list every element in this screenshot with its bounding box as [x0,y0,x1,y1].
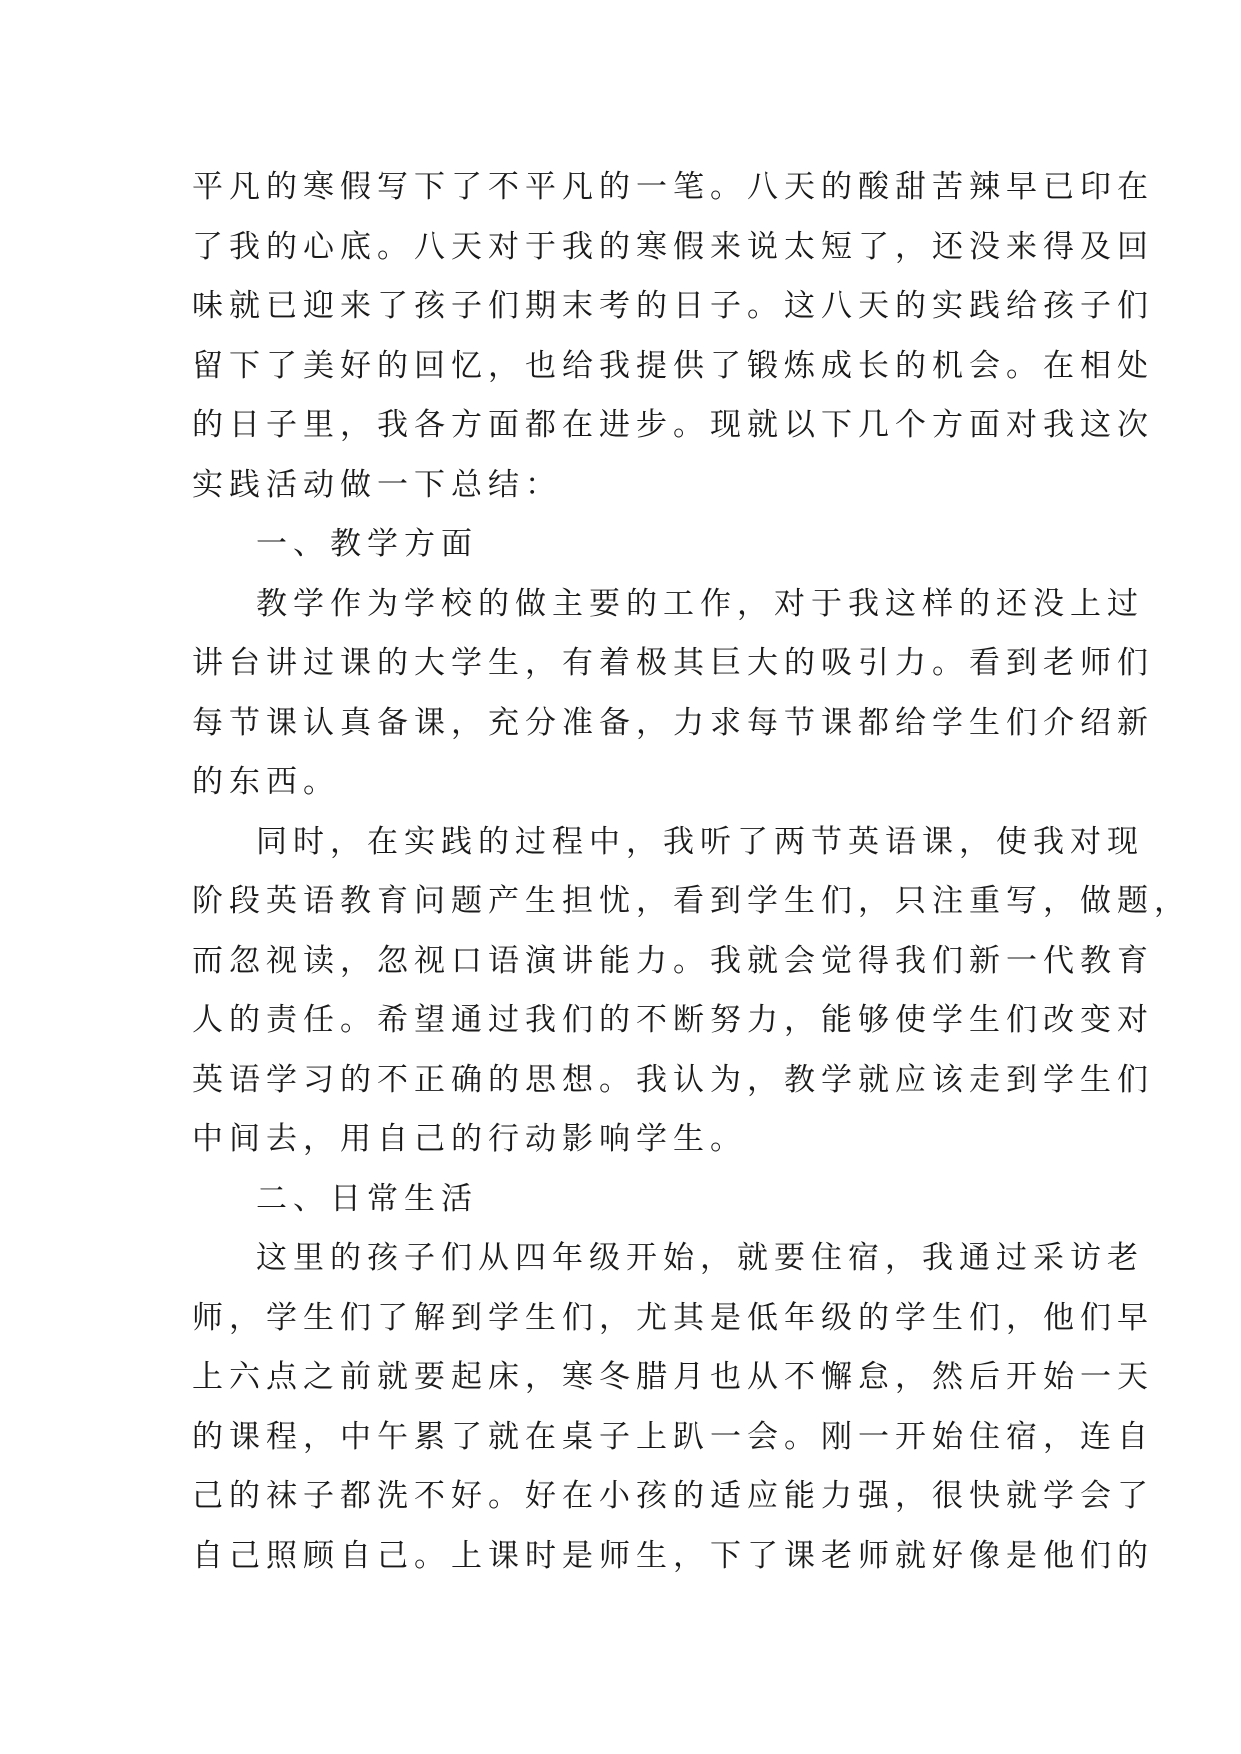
text-line: 英语学习的不正确的思想。我认为，教学就应该走到学生们 [192,1061,1154,1098]
text-line: 的课程，中午累了就在桌子上趴一会。刚一开始住宿，连自 [192,1418,1154,1455]
text-line: 自己照顾自己。上课时是师生，下了课老师就好像是他们的 [192,1537,1154,1574]
text-line: 师，学生们了解到学生们，尤其是低年级的学生们，他们早 [192,1299,1154,1336]
text-line: 留下了美好的回忆，也给我提供了锻炼成长的机会。在相处 [192,347,1154,384]
text-line: 中间去，用自己的行动影响学生。 [192,1121,747,1157]
text-line: 上六点之前就要起床，寒冬腊月也从不懈怠，然后开始一天 [192,1359,1154,1395]
text-line: 阶段英语教育问题产生担忧，看到学生们，只注重写，做题， [192,883,1191,919]
text-line: 讲台讲过课的大学生，有着极其巨大的吸引力。看到老师们 [192,645,1154,681]
text-line: 味就已迎来了孩子们期末考的日子。这八天的实践给孩子们 [192,288,1154,324]
text-line: 实践活动做一下总结： [192,466,562,503]
text-line: 二、日常生活 [256,1180,478,1217]
text-line: 教学作为学校的做主要的工作，对于我这样的还没上过 [256,585,1144,622]
text-line: 同时，在实践的过程中，我听了两节英语课，使我对现 [256,823,1144,860]
text-line: 每节课认真备课，充分准备，力求每节课都给学生们介绍新 [192,704,1154,741]
document-body [192,158,1191,1586]
text-line: 而忽视读，忽视口语演讲能力。我就会觉得我们新一代教育 [192,942,1154,979]
text-line: 的东西。 [192,764,340,800]
text-line: 己的袜子都洗不好。好在小孩的适应能力强，很快就学会了 [192,1478,1154,1514]
text-line: 了我的心底。八天对于我的寒假来说太短了，还没来得及回 [192,228,1154,265]
text-line: 一、教学方面 [256,526,478,562]
text-line: 的日子里，我各方面都在进步。现就以下几个方面对我这次 [192,407,1154,443]
text-line: 平凡的寒假写下了不平凡的一笔。八天的酸甜苦辣早已印在 [192,169,1154,205]
text-line: 这里的孩子们从四年级开始，就要住宿，我通过采访老 [256,1240,1144,1276]
text-line: 人的责任。希望通过我们的不断努力，能够使学生们改变对 [192,1002,1154,1038]
